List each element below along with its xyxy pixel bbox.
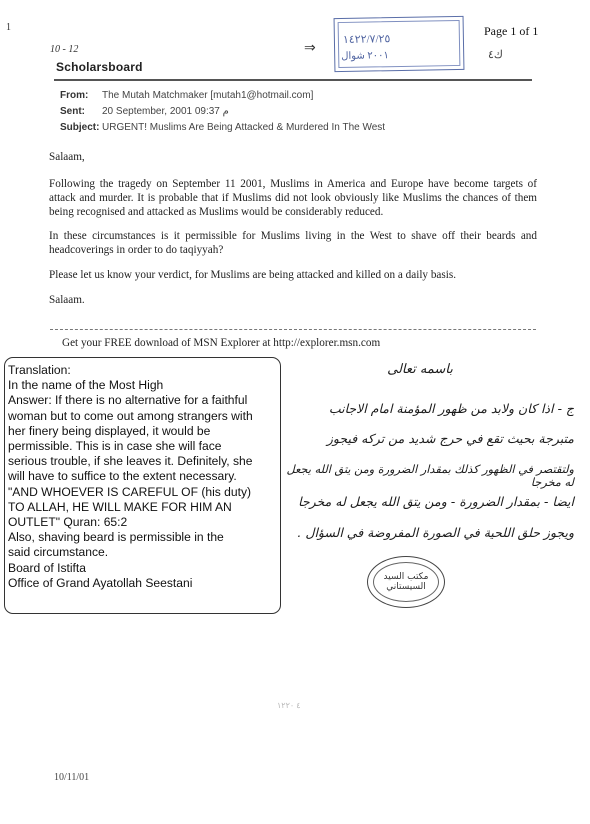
translation-line: serious trouble, if she leaves it. Definitely, she (8, 454, 253, 469)
translation-line: OUTLET" Quran: 65:2 (8, 515, 128, 530)
handwritten-number: ك٤ (488, 49, 503, 61)
arabic-reply-line: ولتقتصر في الظهور كذلك بمقدار الضرورة ومن يتق الله يجعل له مخرجا (286, 463, 574, 489)
stamp-line-2: ٢٠٠١ شوال (341, 50, 389, 63)
sent-value: 20 September, 2001 09:37 م (102, 106, 229, 117)
office-stamp (334, 16, 465, 72)
translation-line: Also, shaving beard is permissible in the (8, 530, 224, 545)
handwritten-date: 10 - 12 (50, 44, 79, 55)
ayatollah-seal (367, 556, 445, 608)
arabic-reply-line: متبرجة بحيث تقع في حرج شديد من تركه فيجوز (326, 431, 574, 446)
subject-label: Subject: (60, 122, 100, 133)
arabic-reply-line: ويجوز حلق اللحية في الصورة المفروضة في السؤال . (297, 525, 574, 540)
translation-line: said circumstance. (8, 545, 109, 560)
translation-box (4, 357, 281, 614)
translation-line: "AND WHOEVER IS CAREFUL OF (his duty) (8, 484, 252, 499)
translation-line: Answer: If there is no alternative for a faithful (8, 393, 248, 408)
translation-line: In the name of the Most High (8, 378, 164, 393)
translation-line: Office of Grand Ayatollah Seestani (8, 575, 193, 590)
arabic-basmala: باسمه تعالى (387, 362, 453, 377)
from-label: From: (60, 90, 89, 101)
footer-divider (50, 329, 536, 330)
msn-footer-ad: Get your FREE download of MSN Explorer at http://explorer.msn.com (62, 337, 381, 349)
email-closing: Salaam. (49, 294, 85, 306)
header-divider (54, 79, 532, 81)
sent-label: Sent: (60, 106, 85, 117)
translation-line: permissible. This is in case she will face (8, 439, 222, 454)
page-number-label: Page 1 of 1 (484, 24, 539, 38)
arabic-reply-line: ج - اذا كان ولابد من ظهور المؤمنة امام الاجانب (328, 401, 574, 416)
faint-handwritten-note: ٤ ١٢٢٠ (277, 701, 301, 710)
translation-line: her finery being displayed, it would be (8, 423, 211, 438)
subject-value: URGENT! Muslims Are Being Attacked & Murdered In The West (102, 122, 386, 133)
seal-text: مكتب السيد السيستاني (383, 572, 429, 592)
from-value: The Mutah Matchmaker [mutah1@hotmail.com] (102, 90, 314, 101)
translation-line: Board of Istifta (8, 560, 86, 575)
email-greeting: Salaam, (49, 151, 85, 163)
translation-line: will have to suffice to the extent necessary. (8, 469, 237, 484)
arabic-reply-line: ايضا - بمقدار الضرورة - ومن يتق الله يجعل له مخرجا (298, 494, 574, 509)
email-paragraph-1: Following the tragedy on September 11 2001, Muslims in America and Europe have become targets of attack and murder. It is probable that if Muslims did not look obviously like Muslims the chances of them being recognised and attacked as Muslims would be considerably reduced. (49, 178, 537, 218)
corner-page-mark: 1 (6, 22, 11, 33)
translation-line: TO ALLAH, HE WILL MAKE FOR HIM AN (8, 499, 232, 514)
arrow-icon: ⇒ (304, 41, 316, 56)
document-date: 10/11/01 (54, 772, 90, 783)
stamp-line-1: ١٤٢٢/٧/٢٥ (342, 33, 391, 46)
email-app-title: Scholarsboard (56, 60, 143, 74)
email-paragraph-3: Please let us know your verdict, for Muslims are being attacked and killed on a daily basis. (49, 269, 456, 281)
email-paragraph-2: In these circumstances is it permissible for Muslims living in the West to shave off their beards and headcoverings in order to do taqiyyah? (49, 230, 537, 256)
translation-line: woman but to come out among strangers with (8, 408, 253, 423)
translation-line: Translation: (8, 363, 71, 377)
